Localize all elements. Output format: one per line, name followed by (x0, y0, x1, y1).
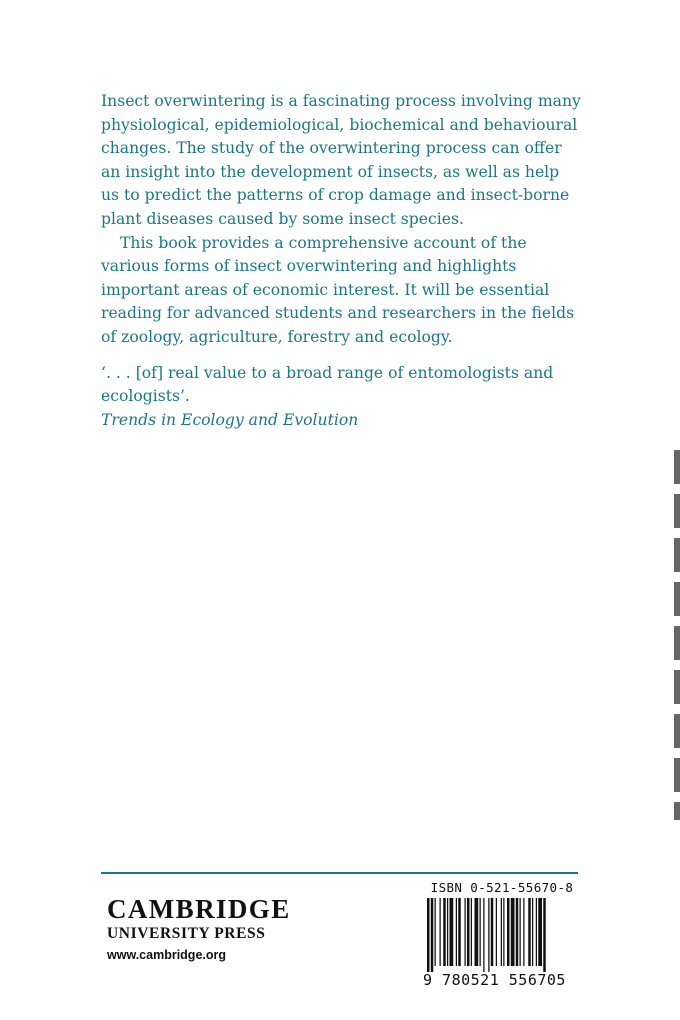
barcode-bar (491, 898, 494, 966)
review-quote: ‘. . . [of] real value to a broad range of entomologists and ecologists’. (101, 363, 554, 406)
publisher-logo (107, 895, 291, 962)
barcode-bar (440, 898, 441, 966)
barcode-bar (520, 898, 521, 966)
barcode-bar (456, 898, 457, 966)
barcode-bar (516, 898, 519, 966)
barcode-bar (480, 898, 481, 966)
barcode-bar (427, 898, 430, 972)
barcode-bar (467, 898, 470, 966)
barcode-icon (423, 898, 581, 972)
divider-rule (101, 872, 578, 874)
barcode-bar (488, 898, 489, 972)
barcode-bar (507, 898, 510, 966)
barcode-bar (532, 898, 533, 966)
barcode-bar (447, 898, 448, 966)
isbn-block (423, 880, 581, 988)
barcode-bar (511, 898, 515, 966)
spine-edge-marks (674, 450, 680, 820)
barcode-bar (536, 898, 537, 966)
barcode-bar (523, 898, 524, 966)
barcode-bar (450, 898, 454, 966)
barcode-bar (528, 898, 531, 966)
barcode-bar (543, 898, 546, 972)
review-source: Trends in Ecology and Evolution (101, 410, 359, 429)
barcode-bar (465, 898, 466, 966)
barcode-bar (483, 898, 484, 972)
publisher-name: CAMBRIDGE (107, 894, 291, 924)
barcode-bar (475, 898, 479, 966)
isbn-label: ISBN 0-521-55670-8 (430, 880, 574, 895)
barcode-bar (501, 898, 502, 966)
barcode-bar (496, 898, 497, 966)
blurb-paragraph-2: This book provides a comprehensive account of the various forms of insect overwintering and highlights important areas of economic interest. It will be essential reading for advanced students and researchers in the fields of zoology, agriculture, forestry and ecology. (101, 233, 575, 346)
barcode-digits: 9 780521 556705 (423, 971, 566, 989)
barcode-bar (503, 898, 504, 966)
blurb-paragraph-1: Insect overwintering is a fascinating process involving many physiological, epidemiological, biochemical and behavioural changes. The study of the overwintering process can offer an insight into the development of insects, as well as help us to predict the patterns of crop damage and insect-borne plant diseases caused by some insect species. (101, 92, 581, 228)
barcode-bar (443, 898, 446, 966)
barcode-bar (538, 898, 542, 966)
publisher-subtitle: UNIVERSITY PRESS (107, 925, 266, 942)
publisher-website: www.cambridge.org (107, 948, 227, 962)
back-cover-blurb (101, 90, 581, 432)
barcode-bar (431, 898, 434, 972)
barcode-bar (435, 898, 436, 966)
barcode-bar (471, 898, 472, 966)
barcode-bar (458, 898, 461, 966)
